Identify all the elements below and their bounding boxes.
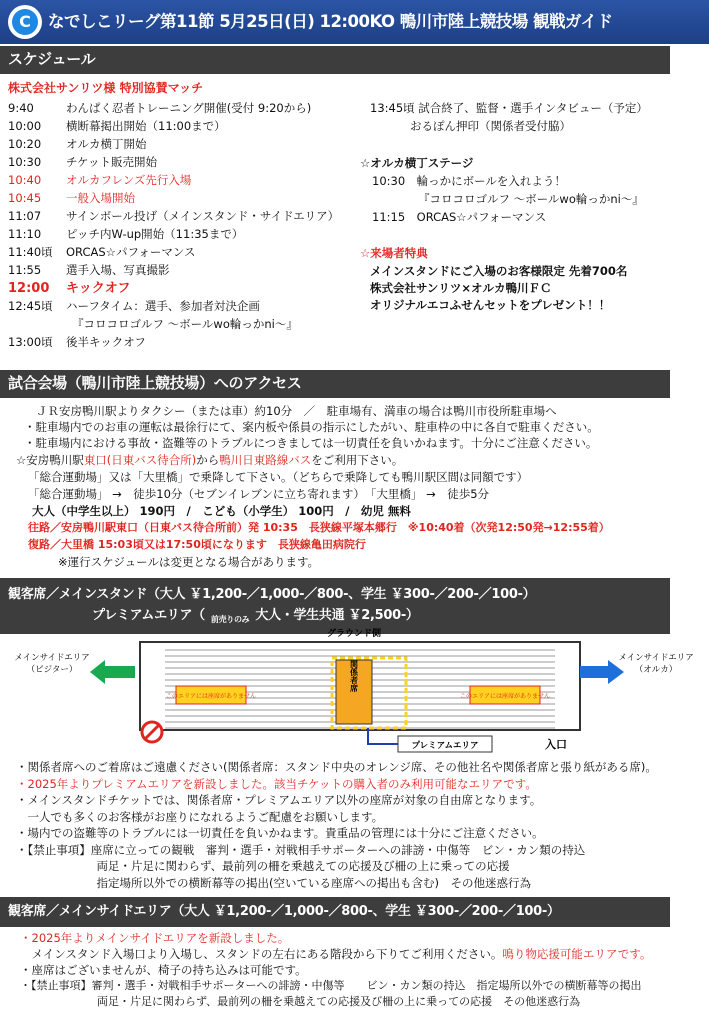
schedule-time: 11:55 <box>8 263 42 277</box>
bus-use: をご利用下さい。 <box>311 453 404 467</box>
perk-title: ☆来場者特典 <box>360 246 428 260</box>
schedule-text: サインボール投げ（メインスタンド・サイドエリア） <box>66 209 340 223</box>
bus-fare: 大人（中学生以上） 190円 / こども（小学生） 100円 / 幼児 無料 <box>32 504 411 518</box>
bus-outbound: 往路／安房鴨川駅東口（日東バス待合所前）発 10:35 長狭線平塚本郷行 ※10:40着（次発12:50発→12:55着） <box>28 521 610 534</box>
bus-return: 復路／大里橋 15:03頃又は17:50頃になります 長狭線亀田病院行 <box>28 538 366 551</box>
bus-from-word: から <box>196 453 220 467</box>
main-stand-rule: ・2025年よりプレミアムエリアを新設しました。該当チケットの購入者のみ利用可能なエリアです。 <box>16 776 537 791</box>
schedule-time: 10:20 <box>8 137 42 151</box>
main-stand-rule: ・【禁止事項】座席に立っての観戦 審判・選手・対戦相手サポーターへの誹謗・中傷等 ビン・カン類の持込 <box>16 842 586 857</box>
schedule-time: 9:40 <box>8 101 34 115</box>
schedule-item <box>8 101 311 116</box>
perk-line-1: メインスタンドにご入場のお客様限定 先着700名 <box>370 264 628 278</box>
bus-stop: 東口(日東バス待合所) <box>83 453 197 467</box>
no-seat-right-label: このエリアには座席がありません <box>459 693 551 700</box>
side-rule-1: ・2025年よりメインサイドエリアを新設しました。 <box>20 931 290 945</box>
left-arrow-icon <box>90 660 135 684</box>
schedule-text: 後半キックオフ <box>66 335 146 349</box>
side-rule-4: ・【禁止事項】審判・選手・対戦相手サポーターへの誹謗・中傷等 ビン・カン類の持込 指定場所以外での横断幕等の掲出 <box>20 979 642 992</box>
perk-line-2: 株式会社サンリツ×オルカ鴨川ＦＣ <box>370 281 552 295</box>
stage-item-1: 10:30 輪っかにボールを入れよう！ <box>372 174 566 188</box>
schedule-item <box>8 137 147 152</box>
stage-title: ☆オルカ横丁ステージ <box>360 156 474 170</box>
left-area-sub: （ビジター） <box>26 665 78 675</box>
main-stand-price: 観客席／メインスタンド（大人 ￥1,200-／1,000-／800-、学生 ￥300-／200-／100-） <box>8 587 536 603</box>
schedule-text: ピッチ内W-up開始（11:35まで） <box>66 227 244 241</box>
main-stand-rule: 両足・片足に関わらず、最前列の柵を乗越えての応援及び柵の上に乗っての応援 <box>16 859 510 873</box>
orca-icon: C <box>12 9 38 35</box>
side-rule-5: 両足・片足に関わらず、最前列の柵を乗越えての応援及び柵の上に乗っての応援 その他迷惑行為 <box>20 995 581 1008</box>
schedule-text: オルカフレンズ先行入場 <box>66 173 192 187</box>
left-area-label: メインサイドエリア <box>14 653 90 663</box>
schedule-time: 11:10 <box>8 227 42 241</box>
schedule-item <box>8 317 298 332</box>
premium-price: 大人・学生共通 ￥2,500-） <box>255 608 419 623</box>
bus-notice: ※運行スケジュールは変更となる場合があります。 <box>58 555 320 569</box>
schedule-time: 13:00頃 <box>8 335 53 349</box>
stage-item-2: 『コロコロゴルフ ～ボールwo輪っかni～』 <box>418 192 644 206</box>
access-line-3: ・駐車場内における事故・盗難等のトラブルにつきましては一切責任を負いかねます。十分にご注意ください。 <box>24 436 598 450</box>
bus-from: ☆安房鴨川駅 <box>16 453 84 467</box>
premium-note: 前売りのみ <box>210 614 250 624</box>
schedule-text: 選手入場、写真撮影 <box>66 263 170 277</box>
schedule-time: 10:00 <box>8 119 42 133</box>
side-rule-3: ・座席はございませんが、椅子の持ち込みは可能です。 <box>20 963 307 977</box>
bus-line-2: 「総合運動場」又は「大里橋」で乗降して下さい。（どちらで乗降しても鴨川駅区間は同額です） <box>28 470 529 484</box>
schedule-text: わんぱく忍者トレーニング開催(受付 9:20から) <box>66 101 312 115</box>
schedule-text: キックオフ <box>66 281 131 296</box>
schedule-item <box>8 335 146 350</box>
schedule-item <box>8 119 226 134</box>
schedule-time: 10:45 <box>8 191 42 205</box>
schedule-item <box>8 227 243 242</box>
main-stand-heading <box>0 578 670 634</box>
main-stand-rule: 指定場所以外での横断幕等の掲出(空いている座席への掲出も含む) その他迷惑行為 <box>16 875 531 890</box>
schedule-text: オルカ横丁開始 <box>66 137 147 151</box>
no-seat-left-label: このエリアには座席がありません <box>165 693 257 700</box>
schedule-text: ORCAS☆パフォーマンス <box>66 245 196 259</box>
schedule-item <box>8 155 157 170</box>
reserved-label: 関係者席 <box>349 660 359 692</box>
schedule-end-2: おるぽん押印（関係者受付脇） <box>410 119 571 133</box>
schedule-text: 横断幕掲出開始（11:00まで） <box>66 119 226 133</box>
side-rule-2-text: メインスタンド入場口より入場し、スタンドの左右にある階段から下りてご利用ください。 <box>20 947 503 961</box>
side-rule-2-red: 鳴り物応援可能エリアです。 <box>502 947 652 961</box>
main-stand-rule: ・メインスタンドチケットでは、関係者席・プレミアムエリア以外の座席が対象の自由席となります。 <box>16 793 542 807</box>
schedule-time: 10:40 <box>8 173 42 187</box>
stage-item-3: 11:15 ORCAS☆パフォーマンス <box>372 210 547 224</box>
schedule-time: 12:45頃 <box>8 299 53 313</box>
schedule-item <box>8 191 135 206</box>
right-area-label: メインサイドエリア <box>618 653 694 663</box>
schedule-heading: スケジュール <box>0 46 670 74</box>
schedule-time: 11:07 <box>8 209 42 223</box>
schedule-time: 12:00 <box>8 281 50 296</box>
main-stand-rule: ・場内での盗難等のトラブルには一切責任を負いかねます。貴重品の管理には十分にご注意ください。 <box>16 826 544 840</box>
schedule-end: 13:45頃 試合終了、監督・選手インタビュー（予定） <box>370 101 648 115</box>
main-stand-rule: ・関係者席へのご着席はご遠慮ください(関係者席：スタンド中央のオレンジ席、その他社名や関係者席と張り紙がある席)。 <box>16 760 657 774</box>
bus-route: 鴨川日東路線バス <box>219 453 312 467</box>
schedule-item <box>8 299 260 314</box>
page-title: なでしこリーグ第11節 5月25日(日) 12:00KO 鴨川市陸上競技場 観戦ガイド <box>48 12 613 32</box>
schedule-item <box>8 209 339 224</box>
club-logo <box>8 5 42 39</box>
premium-heading: プレミアムエリア（ <box>92 608 205 623</box>
schedule-text: 一般入場開始 <box>66 191 135 205</box>
schedule-text: 『コロコロゴルフ ～ボールwo輪っかni～』 <box>72 317 298 331</box>
schedule-text: チケット販売開始 <box>66 155 157 169</box>
access-line-1: ＪＲ安房鴨川駅よりタクシー（または車）約10分 ／ 駐車場有、満車の場合は鴨川市役所駐車場へ <box>36 404 557 418</box>
side-rule-2 <box>20 947 651 962</box>
premium-tag-label: プレミアムエリア <box>411 741 479 751</box>
schedule-text: ハーフタイム：選手、参加者対決企画 <box>66 299 260 313</box>
side-area-heading: 観客席／メインサイドエリア（大人 ￥1,200-／1,000-／800-、学生 ￥300-／200-／100-） <box>0 897 670 927</box>
entrance-label: 入口 <box>545 738 567 751</box>
access-line-2: ・駐車場内でのお車の運転は最徐行にて、案内板や係員の指示にしたがい、駐車枠の中に各自で駐車ください。 <box>24 420 599 434</box>
schedule-item <box>8 263 170 278</box>
schedule-item <box>8 281 130 298</box>
access-heading: 試合会場（鴨川市陸上競技場）へのアクセス <box>0 370 670 398</box>
page-header <box>0 0 709 44</box>
ground-label: グラウンド側 <box>326 628 382 638</box>
sponsor-title: 株式会社サンリツ様 特別協賛マッチ <box>8 81 204 95</box>
schedule-item <box>8 173 191 188</box>
bus-line-3: 「総合運動場」 → 徒歩10分（セブンイレブンに立ち寄れます） 「大里橋」 → 徒歩5分 <box>28 487 490 501</box>
schedule-time: 11:40頃 <box>8 245 53 259</box>
bus-line <box>16 453 403 468</box>
stand-diagram <box>0 628 709 758</box>
right-area-sub: （オルカ） <box>634 665 678 675</box>
schedule-item <box>8 245 196 260</box>
perk-line-3: オリジナルエコふせんセットをプレゼント！！ <box>370 298 611 312</box>
schedule-time: 10:30 <box>8 155 42 169</box>
right-arrow-icon <box>580 660 624 684</box>
main-stand-rule: 一人でも多くのお客様がお座りになれるようご配慮をお願いします。 <box>16 809 384 824</box>
